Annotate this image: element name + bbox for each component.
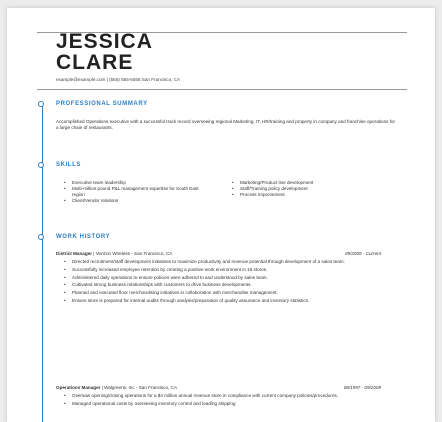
summary-text: Accomplished Operations executive with a successful track record overseeing regional Marketing, IT, HR/training and property in company and franchise operations for a large chain of restaurants. <box>56 119 396 131</box>
job-bullet: • Cultivated strong business relationships with customers to drive business developments. <box>72 282 381 288</box>
job-bullet: • Managed operational costs by overseeing inventory control and leading shipping <box>72 401 381 407</box>
job-dates: 08/1997 - 09/2009 <box>343 385 381 390</box>
skills-list-right <box>240 180 370 199</box>
resume-page <box>7 8 435 422</box>
job-dates: 09/2009 - Current <box>344 251 381 256</box>
job-bullet: • Directed recruitment/staff development initiatives to maximize productivity and revenue potential through development of a sales team. <box>72 259 381 265</box>
candidate-name <box>56 31 153 73</box>
summary-marker-icon <box>38 101 44 107</box>
job-bullet: • Ensure store is prepared for internal audits through analysis/preparation of quality assurance and inventory statistics. <box>72 298 381 304</box>
section-title-summary: PROFESSIONAL SUMMARY <box>56 101 148 107</box>
job-header <box>56 385 381 392</box>
skill-item: • Client/Vendor relations <box>72 198 212 204</box>
section-title-skills: SKILLS <box>56 162 81 168</box>
job-entry <box>56 385 381 409</box>
job-company: | Verizon Wireless - San Francisco, CA <box>92 251 173 256</box>
job-bullets <box>72 259 381 304</box>
job-bullet: • Oversaw opening/closing operations for a $4 million annual revenue store in compliance with current company policies/procedures. <box>72 393 381 399</box>
job-bullets <box>72 393 381 406</box>
job-bullet: • Successfully increased employee retention by creating a positive work environment in 18 stores. <box>72 267 381 273</box>
first-name: JESSICA <box>56 30 153 53</box>
skill-item: • Process Improvement <box>240 192 370 198</box>
skill-item: • Multi-million pound P&L management expertise for South East region <box>72 186 212 197</box>
job-company: | Walgreens, Inc - San Francisco, CA <box>100 385 178 390</box>
skill-item: • Staff/Training policy development <box>240 186 370 192</box>
skills-marker-icon <box>38 162 44 168</box>
job-title: District Manager <box>56 251 92 256</box>
job-entry <box>56 251 381 306</box>
last-name: CLARE <box>56 51 134 74</box>
work-marker-icon <box>38 234 44 240</box>
section-timeline-line <box>42 106 43 422</box>
section-title-work-history: WORK HISTORY <box>56 234 111 240</box>
job-header <box>56 251 381 258</box>
job-title: Operations Manager <box>56 385 101 390</box>
contact-info: example@example.com | (555) 555-5555 San Francisco, CA <box>56 77 181 82</box>
header-bottom-divider <box>37 89 407 90</box>
skill-item: • Executive team leadership <box>72 180 212 186</box>
job-bullet: • Planned and executed floor merchandising initiatives in collaboration with merchandise management. <box>72 290 381 296</box>
skill-item: • Marketing/Product line development <box>240 180 370 186</box>
job-bullet: • Administered daily operations to ensure policies were adhered to and understood by sales team. <box>72 275 381 281</box>
skills-list-left <box>72 180 212 204</box>
